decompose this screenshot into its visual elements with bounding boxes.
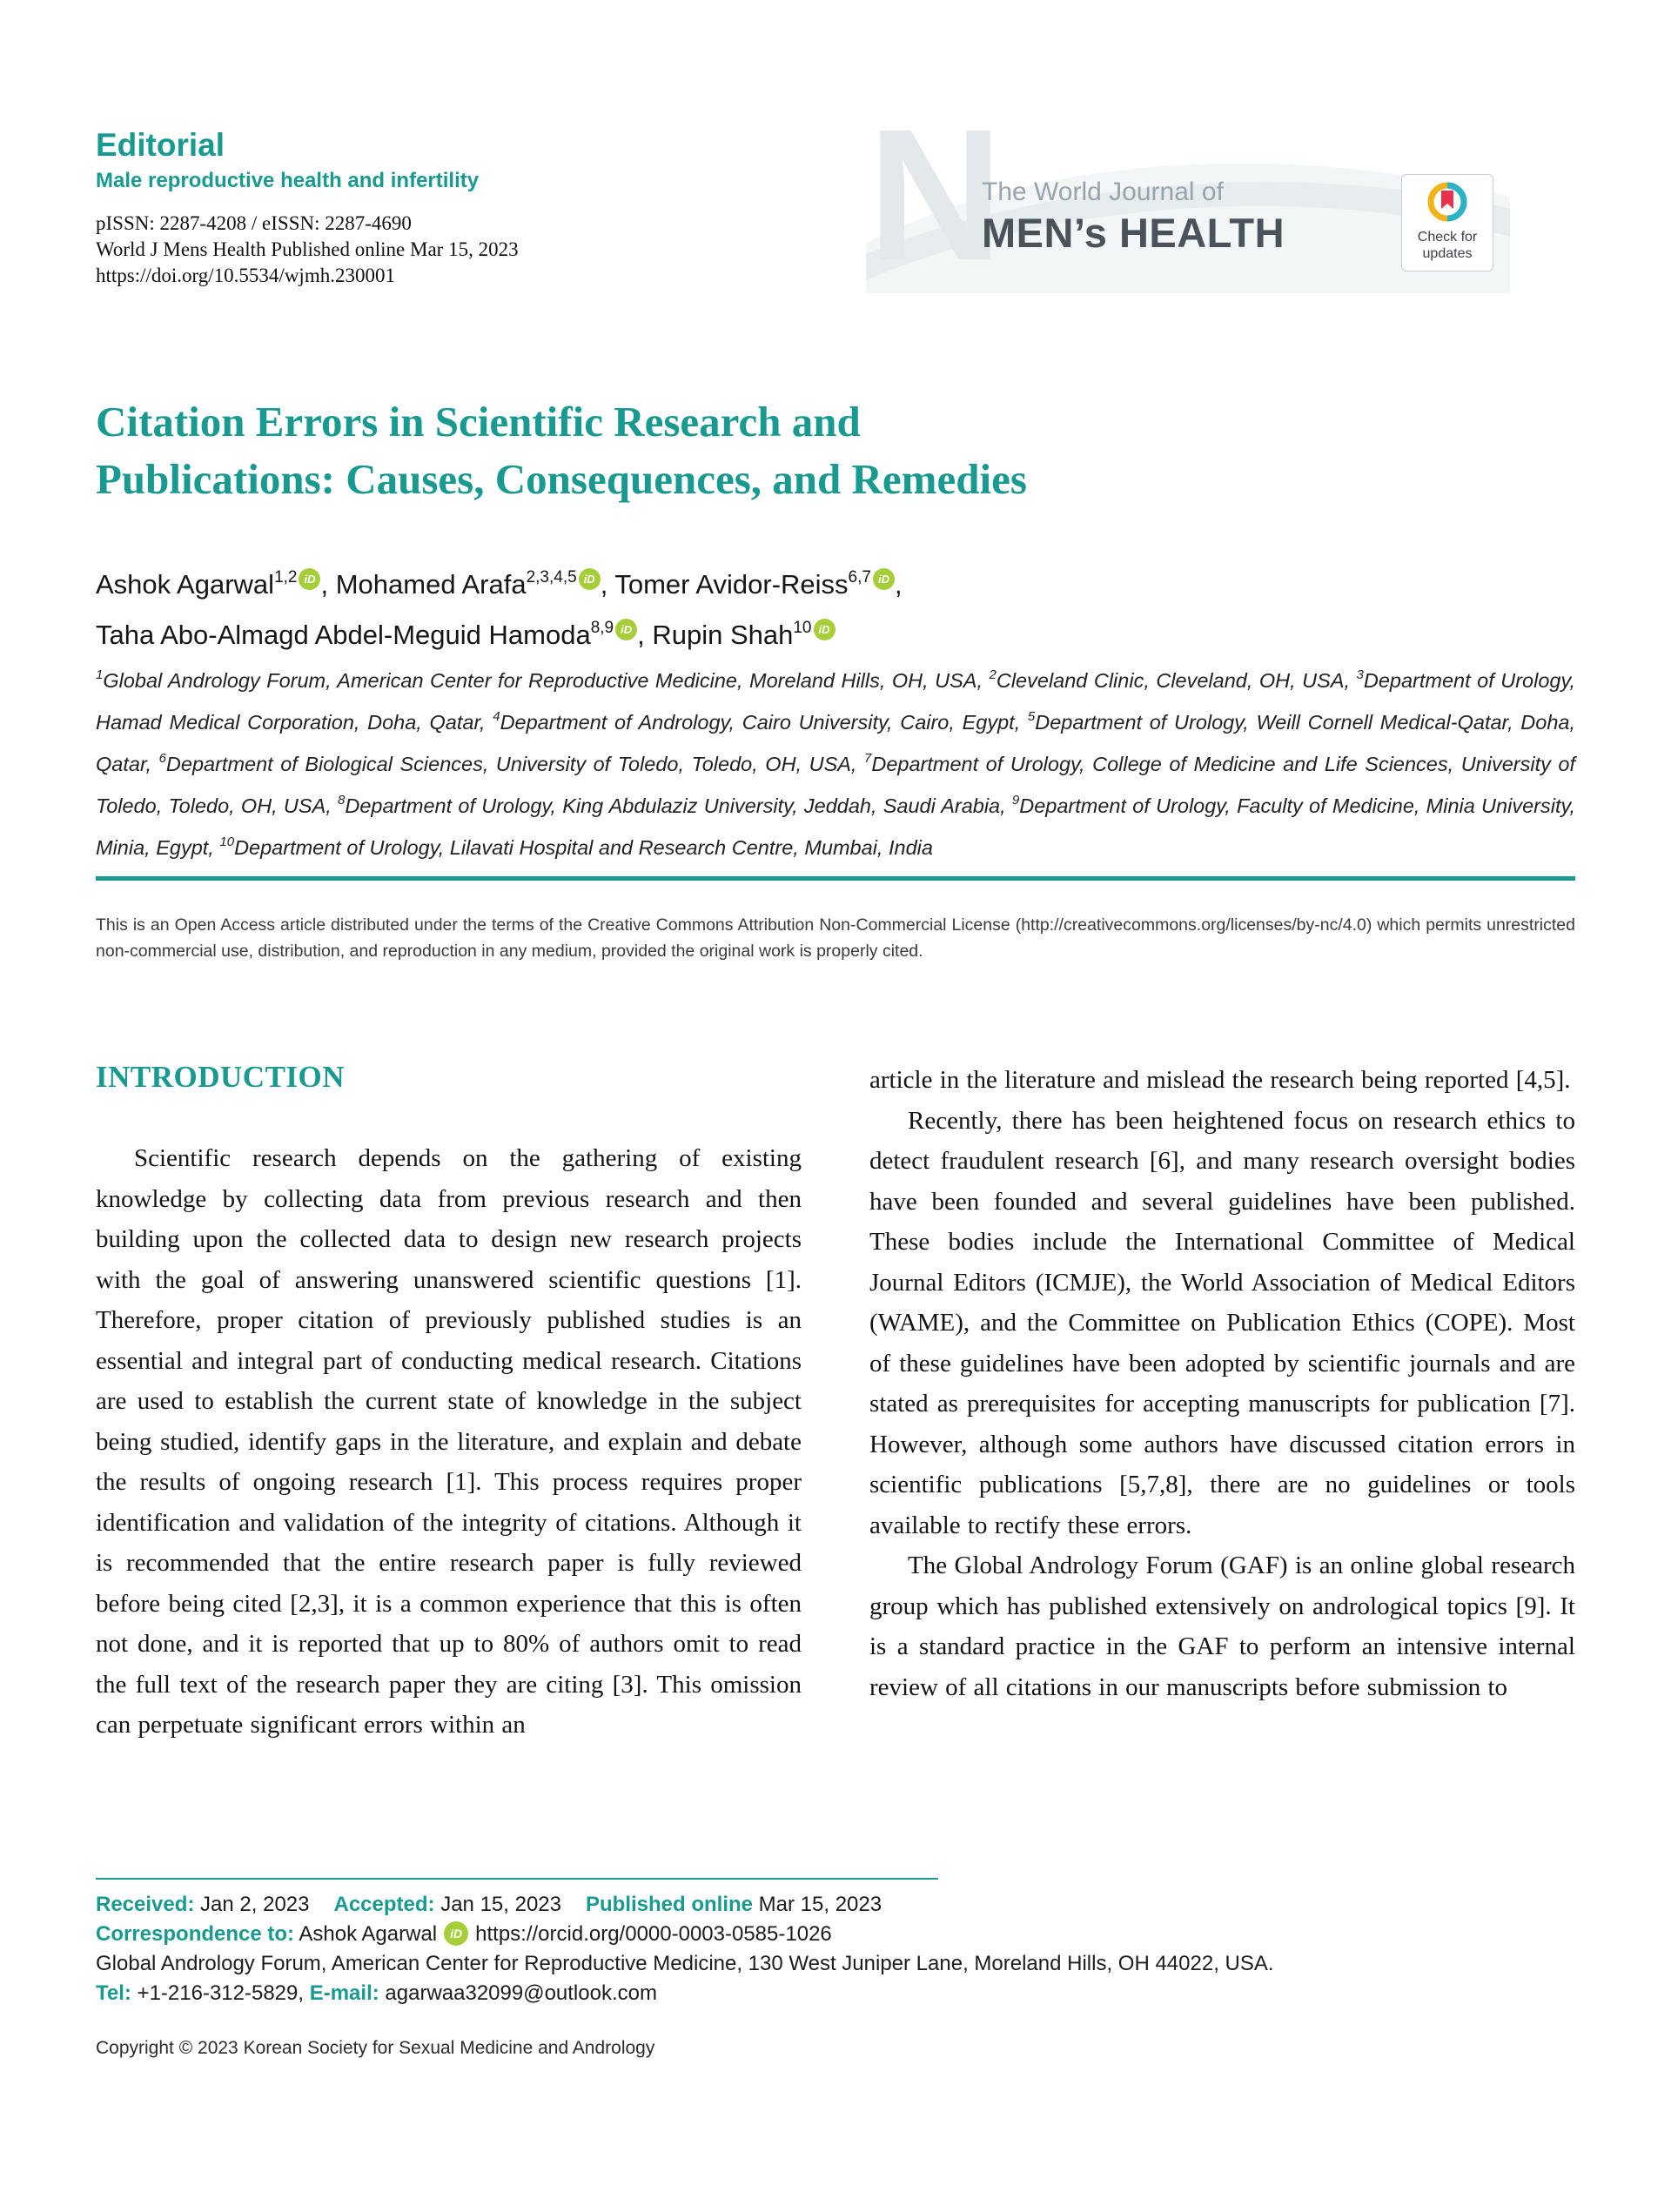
paper-title-line1: Citation Errors in Scientific Research and: [96, 398, 861, 446]
logo-watermark-letter: N: [868, 90, 1003, 299]
published-online-value: Mar 15, 2023: [753, 1893, 882, 1916]
email-label: E-mail:: [309, 1981, 379, 2005]
author-affil-sup: 6,7: [848, 568, 871, 587]
author-list: [96, 561, 1575, 662]
author-name: Tomer Avidor-Reiss: [614, 569, 849, 600]
crossmark-label-line2: updates: [1422, 246, 1473, 261]
logo-text: [982, 178, 1285, 257]
check-for-updates-badge[interactable]: [1401, 174, 1493, 271]
affil-text: Global Andrology Forum, American Center for Reproductive Medicine, Moreland Hills, OH, USA,: [103, 669, 990, 692]
header-left: [96, 127, 519, 289]
affil-text: Department of Urology, Faculty of Medicine, Minia University, Minia, Egypt,: [96, 794, 1576, 859]
affil-text: Department of Urology, Hamad Medical Corporation, Doha, Qatar,: [96, 669, 1575, 734]
author-name: Rupin Shah: [652, 620, 794, 650]
author-name: Ashok Agarwal: [96, 569, 275, 600]
paper-title-line2: Publications: Causes, Consequences, and Remedies: [96, 455, 1027, 503]
article-footer: [96, 1890, 1575, 2008]
section-divider-rule: [96, 876, 1575, 881]
author-separator: ,: [320, 569, 336, 600]
correspondence-address: Global Andrology Forum, American Center for Reproductive Medicine, 130 West Juniper Lane, Moreland Hills, OH 44022, USA.: [96, 1952, 1274, 1975]
correspondence-label: Correspondence to:: [96, 1922, 295, 1946]
affil-sup: 1: [96, 667, 104, 682]
author-name: Mohamed Arafa: [335, 569, 527, 600]
affil-text: Department of Urology, Lilavati Hospital and Research Centre, Mumbai, India: [234, 836, 933, 859]
author-affil-sup: 10: [793, 619, 812, 637]
doi-link[interactable]: https://doi.org/10.5534/wjmh.230001: [96, 265, 395, 286]
correspondence-line: [96, 1920, 1575, 1949]
author-separator: ,: [600, 569, 615, 600]
affil-text: Department of Andrology, Cairo University, Cairo, Egypt,: [500, 711, 1028, 734]
affil-sup: 5: [1027, 709, 1036, 724]
email-link[interactable]: agarwaa32099@outlook.com: [379, 1981, 657, 2005]
affil-sup: 10: [219, 835, 235, 849]
accepted-label: Accepted:: [333, 1893, 435, 1916]
issn-line: pISSN: 2287-4208 / eISSN: 2287-4690: [96, 212, 412, 234]
orcid-icon[interactable]: iD: [444, 1921, 468, 1946]
body-paragraph: The Global Andrology Forum (GAF) is an online global research group which has published extensively on andrological topics [9]. It is a standard practice in the GAF to perform an intensive internal review of all citations in our manuscripts before submission to: [869, 1552, 1575, 1701]
affil-text: Department of Biological Sciences, University of Toledo, Toledo, OH, USA,: [165, 753, 865, 775]
affil-sup: 7: [864, 751, 872, 766]
crossmark-label: [1402, 229, 1493, 262]
author-separator: ,: [894, 569, 903, 600]
affiliations: [96, 661, 1575, 870]
article-type-label: Editorial: [96, 127, 225, 163]
affil-sup: 8: [338, 793, 346, 808]
orcid-icon[interactable]: iD: [299, 568, 320, 590]
author-name: Taha Abo-Almagd Abdel-Meguid Hamoda: [96, 620, 591, 650]
orcid-icon[interactable]: iD: [579, 568, 601, 590]
copyright-line: Copyright © 2023 Korean Society for Sexual Medicine and Andrology: [96, 2038, 655, 2058]
orcid-icon[interactable]: iD: [615, 619, 637, 640]
orcid-icon[interactable]: iD: [814, 619, 836, 640]
affil-sup: 2: [989, 667, 997, 682]
accepted-value: Jan 15, 2023: [434, 1893, 561, 1916]
affil-sup: 3: [1356, 667, 1364, 682]
correspondence-name: Ashok Agarwal: [294, 1922, 438, 1946]
orcid-url-link[interactable]: https://orcid.org/0000-0003-0585-1026: [475, 1922, 832, 1946]
introduction-heading: INTRODUCTION: [96, 1060, 346, 1094]
crossmark-icon: [1426, 181, 1468, 223]
affil-sup: 9: [1011, 793, 1020, 808]
author-line-1: [96, 561, 1575, 612]
crossmark-label-line1: Check for: [1417, 230, 1478, 245]
author-affil-sup: 2,3,4,5: [526, 568, 577, 587]
body-column-right: [869, 1060, 1575, 1746]
journal-title: MEN’s HEALTH: [982, 210, 1285, 256]
open-access-license: This is an Open Access article distributed under the terms of the Creative Commons Attribution Non-Commercial License (http://creativecommons.org/licenses/by-nc/4.0) which permits unrestricted non-commercial use, distribution, and reproduction in any medium, provided the original work is properly cited.: [96, 915, 1575, 961]
journal-pretitle: The World Journal of: [982, 178, 1224, 206]
author-separator: ,: [637, 620, 653, 650]
affil-sup: 4: [493, 709, 500, 724]
contact-line: [96, 1979, 1575, 2008]
author-line-2: [96, 612, 1575, 662]
affil-text: Department of Urology, Weill Cornell Medical-Qatar, Doha, Qatar,: [96, 711, 1575, 775]
article-body: [96, 1060, 1575, 1746]
author-affil-sup: 1,2: [274, 568, 298, 587]
received-label: Received:: [96, 1893, 195, 1916]
body-column-left: [96, 1060, 802, 1746]
author-affil-sup: 8,9: [590, 619, 614, 637]
published-online-label: Published online: [585, 1893, 753, 1916]
footer-divider-rule: [96, 1878, 938, 1880]
body-paragraph: Recently, there has been heightened focus on research ethics to detect fraudulent research [6], and many research oversight bodies have been founded and several guidelines have been published. These bodies include the International Committee of Medical Journal Editors (ICMJE), the World Association of Medical Editors (WAME), and the Committee on Publication Ethics (COPE). Most of these guidelines have been adopted by scientific journals and are stated as prerequisites for accepting manuscripts for publication [7]. However, although some authors have discussed citation errors in scientific publications [5,7,8], there are no guidelines or tools available to rectify these errors.: [869, 1106, 1575, 1539]
orcid-icon[interactable]: iD: [873, 568, 895, 590]
dates-line: [96, 1890, 1575, 1920]
article-topic-label: Male reproductive health and infertility: [96, 169, 480, 192]
published-line: World J Mens Health Published online Mar 15, 2023: [96, 238, 519, 260]
affil-text: Department of Urology, King Abdulaziz University, Jeddah, Saudi Arabia,: [345, 794, 1012, 817]
received-value: Jan 2, 2023: [194, 1893, 310, 1916]
affil-text: Cleveland Clinic, Cleveland, OH, USA,: [996, 669, 1357, 692]
journal-logo: [866, 90, 1510, 299]
issn-block: [96, 211, 519, 289]
tel-value[interactable]: +1-216-312-5829,: [131, 1981, 310, 2005]
body-paragraph: article in the literature and mislead the research being reported [4,5].: [869, 1066, 1571, 1094]
body-paragraph: Scientific research depends on the gathering of existing knowledge by collecting data from previous research and then building upon the collected data to design new research projects with the goal of answering unanswered scientific questions [1]. Therefore, proper citation of previously published studies is an essential and integral part of conducting medical research. Citations are used to establish the current state of knowledge in the subject being studied, identify gaps in the literature, and explain and debate the results of ongoing research [1]. This process requires proper identification and validation of the integrity of citations. Although it is recommended that the entire research paper is fully reviewed before being cited [2,3], it is a common experience that this is often not done, and it is reported that up to 80% of authors omit to read the full text of the research paper they are citing [3]. This omission can perpetuate significant errors within an: [96, 1144, 802, 1739]
paper-title: [96, 393, 1593, 508]
affil-sup: 6: [158, 751, 166, 766]
affil-text: Department of Urology, College of Medicine and Life Sciences, University of Toledo, Toledo, OH, USA,: [96, 753, 1575, 817]
tel-label: Tel:: [96, 1981, 131, 2005]
